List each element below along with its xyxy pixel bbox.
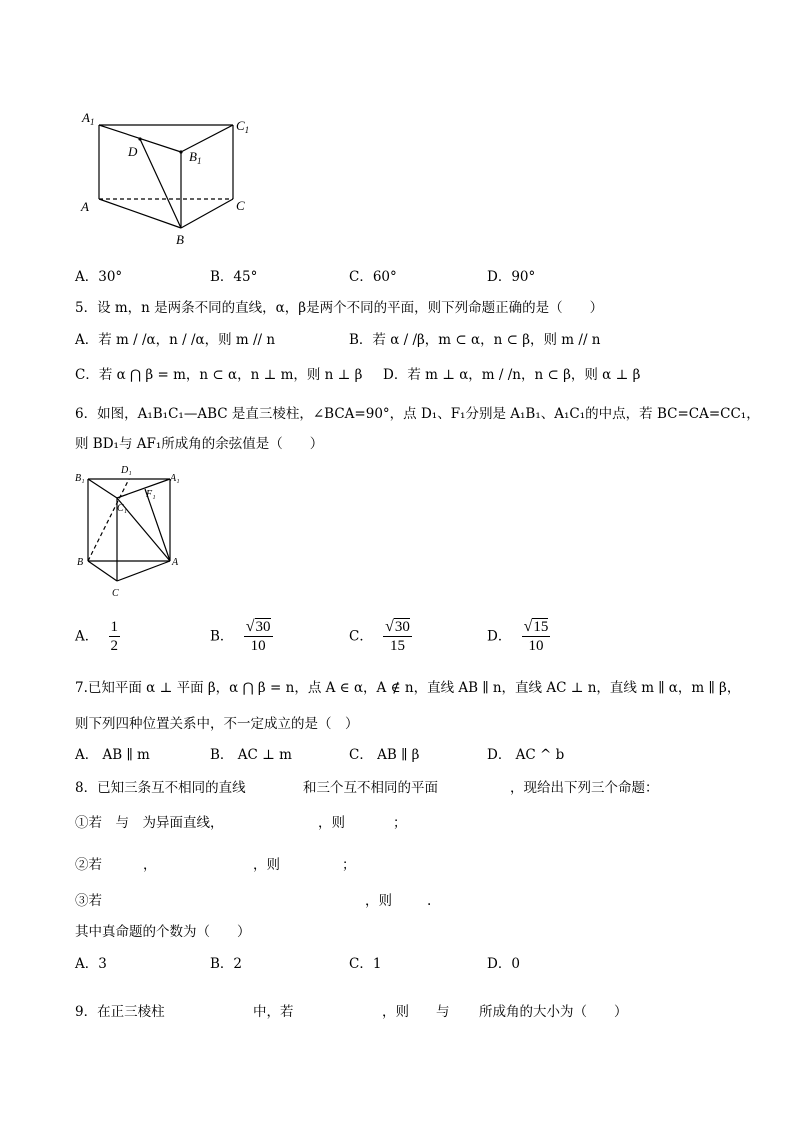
q5-option-c[interactable]: C．若 α ⋂ β = m，n ⊂ α，n ⊥ m，则 n ⊥ β — [75, 367, 363, 383]
q8-proposition-3b: ，则 — [365, 893, 392, 909]
point-d — [138, 137, 141, 140]
segment-b-d1-hidden — [88, 479, 129, 561]
q7-option-d[interactable]: D． AC ^ b — [487, 747, 565, 763]
edge-b1-c1 — [181, 125, 233, 152]
q4-option-c[interactable]: C．60° — [349, 269, 397, 285]
point-b1 — [179, 150, 182, 153]
q9-stem-part1: 9．在正三棱柱 — [75, 1004, 165, 1020]
q6-option-d[interactable]: D． $\frac{√15}{10}$ — [487, 618, 549, 654]
edge-a-b — [99, 199, 181, 228]
prism-figure-q6 — [74, 462, 186, 602]
edge-b1-c1 — [88, 479, 117, 498]
q7-option-c[interactable]: C． AB ∥ β — [349, 747, 420, 763]
q8-option-a[interactable]: A．3 — [75, 956, 107, 972]
label-b1: B₁ — [75, 473, 85, 484]
q8-question: 其中真命题的个数为（ ） — [75, 924, 251, 940]
q8-proposition-2a: ②若 — [75, 857, 102, 873]
label-a: A — [81, 199, 89, 214]
label-c: C — [236, 198, 245, 213]
q7-option-a[interactable]: A． AB ∥ m — [75, 747, 150, 763]
q9-stem-part2: 中，若 — [253, 1004, 294, 1020]
q9-stem-part5: 所成角的大小为（ ） — [479, 1004, 628, 1020]
q7-stem-line2: 则下列四种位置关系中，不一定成立的是（ ） — [75, 716, 359, 732]
label-d1: D₁ — [121, 465, 132, 476]
q9-stem-part3: ，则 — [382, 1004, 409, 1020]
q7-stem-line1: 7.已知平面 α ⊥ 平面 β，α ⋂ β = n，点 A ∈ α，A ∉ n，直线 AB ∥ n，直线 AC ⊥ n，直线 m ∥ α，m ∥ β， — [75, 680, 741, 696]
q5-option-b[interactable]: B．若 α / /β，m ⊂ α，n ⊂ β，则 m // n — [349, 332, 601, 348]
edge-c-b — [181, 199, 233, 228]
q8-proposition-3c: . — [427, 893, 432, 909]
q8-stem-part1: 8．已知三条互不相同的直线 — [75, 780, 246, 796]
q8-stem-part3: ，现给出下列三个命题： — [510, 780, 659, 796]
label-a1: A₁ — [170, 473, 180, 484]
segment-d-b — [140, 139, 181, 228]
label-a: A — [172, 557, 179, 568]
label-b: B — [77, 557, 84, 568]
q5-option-d[interactable]: D．若 m ⊥ α，m / /n，n ⊂ β，则 α ⊥ β — [383, 367, 641, 383]
edge-c1-a1 — [117, 479, 170, 498]
label-b: B — [176, 232, 184, 247]
q6-stem-line2: 则 BD₁与 AF₁所成角的余弦值是（ ） — [75, 436, 324, 452]
q7-option-b[interactable]: B． AC ⊥ m — [210, 747, 292, 763]
label-c1: C₁ — [117, 503, 128, 514]
q8-proposition-2c: ，则 — [253, 857, 280, 873]
q4-option-d[interactable]: D．90° — [487, 269, 536, 285]
q9-stem-part4: 与 — [436, 1004, 450, 1020]
q6-option-b[interactable]: B． $\frac{√30}{10}$ — [210, 618, 271, 654]
q4-option-b[interactable]: B．45° — [210, 269, 258, 285]
q5-stem: 5．设 m，n 是两条不同的直线，α，β是两个不同的平面，则下列命题正确的是（ ） — [75, 300, 604, 316]
label-c: C — [112, 588, 119, 599]
q8-proposition-1b: ，则 — [318, 815, 345, 831]
q8-stem-part2: 和三个互不相同的平面 — [303, 780, 438, 796]
label-a1: $A_1$ — [82, 110, 95, 127]
q8-option-d[interactable]: D．0 — [487, 956, 520, 972]
q8-proposition-1a: ①若 与 为异面直线， — [75, 815, 224, 831]
q8-proposition-2b: ， — [143, 857, 157, 873]
q8-option-c[interactable]: C．1 — [349, 956, 382, 972]
q8-proposition-1c: ； — [393, 815, 407, 831]
q8-option-b[interactable]: B．2 — [210, 956, 243, 972]
q6-option-c[interactable]: C． $\frac{√30}{15}$ — [349, 618, 410, 654]
prism-figure-q4 — [76, 106, 266, 252]
label-d: D — [128, 144, 138, 159]
label-b1: $B_1$ — [189, 149, 202, 166]
q6-stem-line1: 6．如图，A₁B₁C₁—ABC 是直三棱柱，∠BCA=90°，点 D₁、F₁分别是 A₁B₁、A₁C₁的中点，若 BC=CA=CC₁， — [75, 406, 760, 422]
q6-option-a[interactable]: A． $\frac{1}{2}$ — [75, 619, 119, 654]
q8-proposition-3a: ③若 — [75, 893, 102, 909]
q8-proposition-2d: ； — [342, 857, 356, 873]
label-c1: $C_1$ — [236, 118, 250, 135]
q4-option-a[interactable]: A．30° — [75, 269, 123, 285]
edge-b-c — [88, 561, 117, 581]
label-f1: F₁ — [146, 489, 156, 500]
edge-c-a — [117, 561, 170, 581]
q5-option-a[interactable]: A．若 m / /α，n / /α，则 m // n — [75, 332, 276, 348]
